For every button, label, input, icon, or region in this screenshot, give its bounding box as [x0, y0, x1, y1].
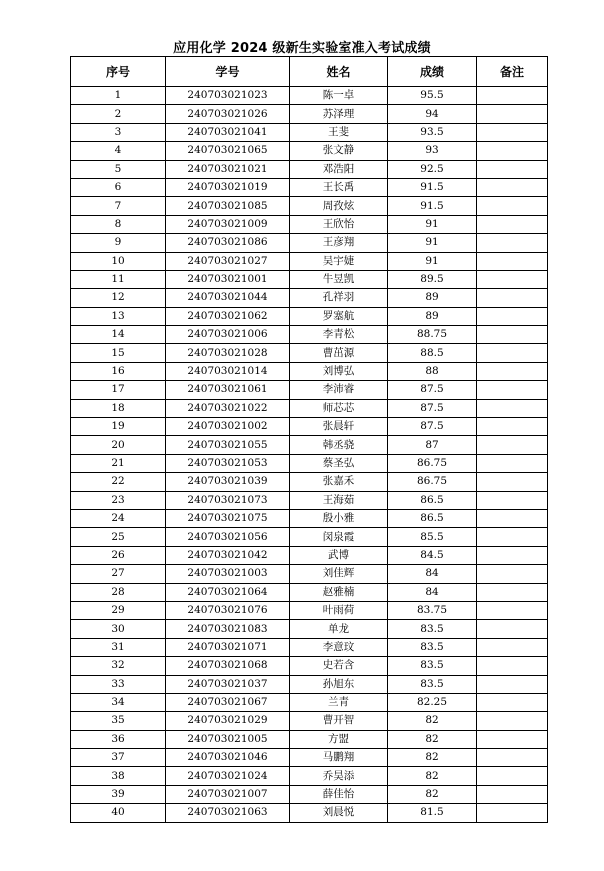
cell-student-id: 240703021037: [166, 675, 290, 693]
cell-name: 兰青: [290, 693, 388, 711]
cell-student-id: 240703021042: [166, 546, 290, 564]
cell-score: 88: [388, 362, 477, 380]
table-body: [71, 87, 548, 823]
cell-note: [477, 289, 548, 307]
cell-note: [477, 804, 548, 822]
table-row: [71, 785, 548, 803]
cell-note: [477, 785, 548, 803]
table-row: [71, 234, 548, 252]
cell-seq: 2: [71, 105, 166, 123]
cell-note: [477, 344, 548, 362]
table-row: [71, 344, 548, 362]
table-row: [71, 583, 548, 601]
cell-seq: 14: [71, 326, 166, 344]
cell-score: 82: [388, 730, 477, 748]
table-row: [71, 804, 548, 822]
cell-student-id: 240703021055: [166, 436, 290, 454]
cell-name: 武博: [290, 546, 388, 564]
cell-score: 86.75: [388, 473, 477, 491]
cell-seq: 12: [71, 289, 166, 307]
cell-name: 叶雨荷: [290, 601, 388, 619]
cell-note: [477, 675, 548, 693]
table-row: [71, 657, 548, 675]
cell-student-id: 240703021056: [166, 528, 290, 546]
table-row: [71, 252, 548, 270]
table-row: [71, 197, 548, 215]
cell-score: 83.5: [388, 675, 477, 693]
cell-student-id: 240703021044: [166, 289, 290, 307]
table-row: [71, 712, 548, 730]
cell-student-id: 240703021062: [166, 307, 290, 325]
cell-student-id: 240703021076: [166, 601, 290, 619]
cell-seq: 30: [71, 620, 166, 638]
header-name: 姓名: [290, 57, 388, 87]
cell-student-id: 240703021071: [166, 638, 290, 656]
table-row: [71, 105, 548, 123]
cell-seq: 21: [71, 454, 166, 472]
cell-note: [477, 693, 548, 711]
cell-note: [477, 399, 548, 417]
cell-student-id: 240703021029: [166, 712, 290, 730]
cell-seq: 27: [71, 565, 166, 583]
cell-score: 92.5: [388, 160, 477, 178]
cell-seq: 3: [71, 123, 166, 141]
cell-name: 王海茹: [290, 491, 388, 509]
cell-score: 83.5: [388, 657, 477, 675]
table-row: [71, 362, 548, 380]
cell-note: [477, 767, 548, 785]
cell-score: 93.5: [388, 123, 477, 141]
cell-score: 87: [388, 436, 477, 454]
cell-student-id: 240703021061: [166, 381, 290, 399]
cell-note: [477, 620, 548, 638]
cell-name: 孔祥羽: [290, 289, 388, 307]
cell-seq: 11: [71, 270, 166, 288]
table-row: [71, 326, 548, 344]
cell-name: 闵泉霞: [290, 528, 388, 546]
cell-score: 82: [388, 785, 477, 803]
table-header: [71, 57, 548, 87]
cell-name: 邓浩阳: [290, 160, 388, 178]
table-row: [71, 546, 548, 564]
table-row: [71, 123, 548, 141]
cell-name: 吴宇婕: [290, 252, 388, 270]
cell-seq: 6: [71, 178, 166, 196]
cell-note: [477, 270, 548, 288]
table-row: [71, 473, 548, 491]
table-row: [71, 381, 548, 399]
cell-seq: 1: [71, 87, 166, 105]
cell-seq: 4: [71, 142, 166, 160]
cell-seq: 40: [71, 804, 166, 822]
table-row: [71, 491, 548, 509]
table-row: [71, 142, 548, 160]
cell-name: 薛佳怡: [290, 785, 388, 803]
cell-score: 86.5: [388, 491, 477, 509]
cell-name: 张晨轩: [290, 418, 388, 436]
document-title: 应用化学 2024 级新生实验室准入考试成绩: [173, 41, 431, 56]
cell-student-id: 240703021039: [166, 473, 290, 491]
cell-note: [477, 326, 548, 344]
table-row: [71, 767, 548, 785]
cell-name: 罗塞航: [290, 307, 388, 325]
cell-score: 88.75: [388, 326, 477, 344]
cell-name: 乔昊添: [290, 767, 388, 785]
cell-note: [477, 454, 548, 472]
cell-name: 师芯芯: [290, 399, 388, 417]
cell-note: [477, 234, 548, 252]
table-row: [71, 749, 548, 767]
cell-student-id: 240703021073: [166, 491, 290, 509]
cell-seq: 37: [71, 749, 166, 767]
cell-student-id: 240703021083: [166, 620, 290, 638]
cell-name: 曹开智: [290, 712, 388, 730]
table-row: [71, 399, 548, 417]
cell-seq: 26: [71, 546, 166, 564]
header-row: [71, 57, 548, 87]
cell-score: 89: [388, 289, 477, 307]
table-row: [71, 675, 548, 693]
cell-name: 王欣怡: [290, 215, 388, 233]
score-table: [70, 56, 548, 823]
cell-name: 蔡圣弘: [290, 454, 388, 472]
cell-student-id: 240703021063: [166, 804, 290, 822]
cell-score: 86.5: [388, 509, 477, 527]
cell-student-id: 240703021028: [166, 344, 290, 362]
cell-note: [477, 418, 548, 436]
cell-seq: 18: [71, 399, 166, 417]
cell-student-id: 240703021046: [166, 749, 290, 767]
cell-note: [477, 509, 548, 527]
cell-student-id: 240703021024: [166, 767, 290, 785]
cell-note: [477, 565, 548, 583]
cell-student-id: 240703021022: [166, 399, 290, 417]
cell-seq: 20: [71, 436, 166, 454]
cell-score: 82: [388, 767, 477, 785]
cell-note: [477, 178, 548, 196]
cell-name: 王斐: [290, 123, 388, 141]
cell-score: 83.75: [388, 601, 477, 619]
table-row: [71, 730, 548, 748]
cell-score: 87.5: [388, 399, 477, 417]
cell-name: 刘佳辉: [290, 565, 388, 583]
cell-student-id: 240703021027: [166, 252, 290, 270]
table-row: [71, 270, 548, 288]
cell-student-id: 240703021086: [166, 234, 290, 252]
cell-name: 李意玟: [290, 638, 388, 656]
cell-student-id: 240703021075: [166, 509, 290, 527]
cell-seq: 9: [71, 234, 166, 252]
cell-name: 牛昱凯: [290, 270, 388, 288]
header-student-id: 学号: [166, 57, 290, 87]
header-note: 备注: [477, 57, 548, 87]
cell-note: [477, 583, 548, 601]
cell-seq: 34: [71, 693, 166, 711]
table-row: [71, 307, 548, 325]
cell-score: 84: [388, 583, 477, 601]
cell-note: [477, 381, 548, 399]
table-row: [71, 215, 548, 233]
cell-seq: 25: [71, 528, 166, 546]
cell-note: [477, 546, 548, 564]
cell-score: 91.5: [388, 178, 477, 196]
cell-score: 95.5: [388, 87, 477, 105]
cell-note: [477, 87, 548, 105]
cell-name: 张文静: [290, 142, 388, 160]
cell-score: 94: [388, 105, 477, 123]
table-row: [71, 601, 548, 619]
cell-note: [477, 160, 548, 178]
cell-note: [477, 307, 548, 325]
cell-name: 王彦翔: [290, 234, 388, 252]
table-row: [71, 289, 548, 307]
cell-student-id: 240703021026: [166, 105, 290, 123]
cell-seq: 17: [71, 381, 166, 399]
cell-score: 85.5: [388, 528, 477, 546]
cell-score: 82: [388, 749, 477, 767]
cell-student-id: 240703021014: [166, 362, 290, 380]
cell-student-id: 240703021053: [166, 454, 290, 472]
header-seq: 序号: [71, 57, 166, 87]
cell-seq: 39: [71, 785, 166, 803]
table-row: [71, 620, 548, 638]
cell-score: 89: [388, 307, 477, 325]
cell-note: [477, 730, 548, 748]
cell-student-id: 240703021065: [166, 142, 290, 160]
cell-seq: 10: [71, 252, 166, 270]
cell-score: 88.5: [388, 344, 477, 362]
cell-note: [477, 142, 548, 160]
cell-score: 91: [388, 215, 477, 233]
cell-seq: 33: [71, 675, 166, 693]
cell-name: 刘博弘: [290, 362, 388, 380]
cell-student-id: 240703021067: [166, 693, 290, 711]
table-row: [71, 454, 548, 472]
cell-note: [477, 362, 548, 380]
cell-name: 曹茁源: [290, 344, 388, 362]
table-row: [71, 509, 548, 527]
cell-student-id: 240703021003: [166, 565, 290, 583]
cell-student-id: 240703021068: [166, 657, 290, 675]
cell-note: [477, 252, 548, 270]
table-row: [71, 436, 548, 454]
cell-student-id: 240703021064: [166, 583, 290, 601]
table-row: [71, 528, 548, 546]
cell-seq: 7: [71, 197, 166, 215]
cell-name: 方盟: [290, 730, 388, 748]
cell-note: [477, 123, 548, 141]
cell-name: 韩丞骁: [290, 436, 388, 454]
cell-name: 史若含: [290, 657, 388, 675]
cell-seq: 32: [71, 657, 166, 675]
cell-score: 82: [388, 712, 477, 730]
cell-seq: 19: [71, 418, 166, 436]
cell-seq: 31: [71, 638, 166, 656]
cell-score: 89.5: [388, 270, 477, 288]
cell-score: 84: [388, 565, 477, 583]
cell-name: 张嘉禾: [290, 473, 388, 491]
cell-score: 91: [388, 234, 477, 252]
cell-seq: 5: [71, 160, 166, 178]
cell-student-id: 240703021021: [166, 160, 290, 178]
table-row: [71, 87, 548, 105]
cell-seq: 24: [71, 509, 166, 527]
cell-name: 陈一卓: [290, 87, 388, 105]
cell-name: 刘晨悦: [290, 804, 388, 822]
cell-score: 93: [388, 142, 477, 160]
cell-student-id: 240703021041: [166, 123, 290, 141]
cell-note: [477, 436, 548, 454]
cell-score: 83.5: [388, 638, 477, 656]
cell-seq: 36: [71, 730, 166, 748]
cell-student-id: 240703021001: [166, 270, 290, 288]
cell-note: [477, 197, 548, 215]
cell-seq: 28: [71, 583, 166, 601]
cell-name: 王长禹: [290, 178, 388, 196]
cell-seq: 8: [71, 215, 166, 233]
table-row: [71, 638, 548, 656]
table-row: [71, 178, 548, 196]
cell-score: 83.5: [388, 620, 477, 638]
cell-score: 81.5: [388, 804, 477, 822]
cell-note: [477, 712, 548, 730]
cell-seq: 38: [71, 767, 166, 785]
cell-name: 赵雅楠: [290, 583, 388, 601]
cell-note: [477, 473, 548, 491]
cell-name: 苏泽理: [290, 105, 388, 123]
cell-note: [477, 215, 548, 233]
table-row: [71, 160, 548, 178]
cell-score: 87.5: [388, 381, 477, 399]
cell-student-id: 240703021019: [166, 178, 290, 196]
cell-student-id: 240703021023: [166, 87, 290, 105]
cell-note: [477, 638, 548, 656]
cell-name: 殷小雅: [290, 509, 388, 527]
cell-seq: 15: [71, 344, 166, 362]
cell-score: 91: [388, 252, 477, 270]
cell-student-id: 240703021002: [166, 418, 290, 436]
cell-seq: 23: [71, 491, 166, 509]
cell-name: 李沛睿: [290, 381, 388, 399]
table-row: [71, 418, 548, 436]
cell-name: 周孜炫: [290, 197, 388, 215]
cell-note: [477, 528, 548, 546]
cell-note: [477, 491, 548, 509]
cell-score: 84.5: [388, 546, 477, 564]
cell-note: [477, 657, 548, 675]
cell-note: [477, 105, 548, 123]
cell-student-id: 240703021007: [166, 785, 290, 803]
cell-score: 86.75: [388, 454, 477, 472]
cell-seq: 16: [71, 362, 166, 380]
cell-seq: 35: [71, 712, 166, 730]
cell-note: [477, 749, 548, 767]
cell-score: 87.5: [388, 418, 477, 436]
table-row: [71, 565, 548, 583]
cell-student-id: 240703021005: [166, 730, 290, 748]
cell-note: [477, 601, 548, 619]
cell-seq: 13: [71, 307, 166, 325]
cell-student-id: 240703021009: [166, 215, 290, 233]
cell-name: 孙旭东: [290, 675, 388, 693]
cell-student-id: 240703021085: [166, 197, 290, 215]
cell-name: 马鹏翔: [290, 749, 388, 767]
table-row: [71, 693, 548, 711]
cell-score: 82.25: [388, 693, 477, 711]
cell-name: 李青松: [290, 326, 388, 344]
cell-seq: 22: [71, 473, 166, 491]
cell-seq: 29: [71, 601, 166, 619]
cell-name: 单龙: [290, 620, 388, 638]
header-score: 成绩: [388, 57, 477, 87]
cell-student-id: 240703021006: [166, 326, 290, 344]
cell-score: 91.5: [388, 197, 477, 215]
